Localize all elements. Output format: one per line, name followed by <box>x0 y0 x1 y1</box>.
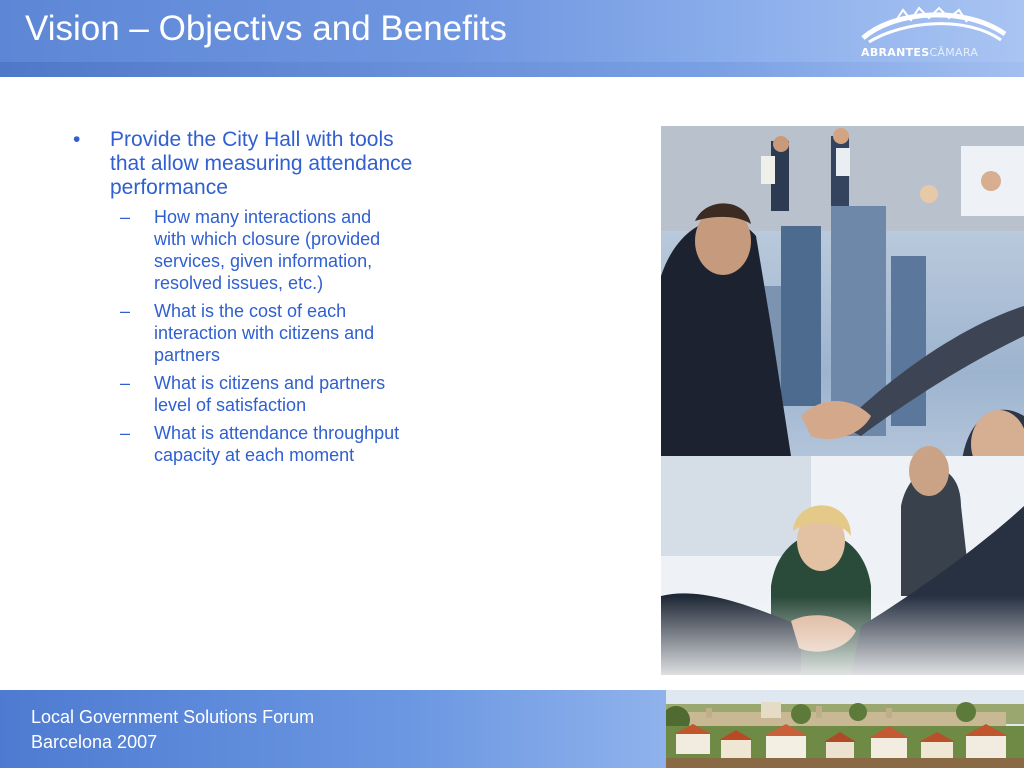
footer-event-location: Barcelona 2007 <box>31 732 158 752</box>
main-bullet-text: Provide the City Hall with tools that allow measuring attendance performance <box>110 128 413 199</box>
logo-suffix: CÂMARA <box>929 46 979 59</box>
main-bullet <box>70 128 420 200</box>
dash-marker: – <box>120 373 131 393</box>
business-collage-illustration <box>661 126 1024 675</box>
sub-bullet-text: What is citizens and partners level of satisfaction <box>154 373 386 415</box>
abrantes-logo <box>855 4 1015 62</box>
slide-title: Vision – Objectivs and Benefits <box>25 9 507 48</box>
slide-body <box>70 128 420 472</box>
dash-marker: – <box>120 207 131 227</box>
slide-header <box>0 0 1024 77</box>
sub-bullet-list <box>70 206 420 466</box>
sub-bullet-text: How many interactions and with which closure (provided services, given information, resolved issues, etc.) <box>154 207 381 293</box>
sub-bullet <box>70 300 404 366</box>
footer-caption <box>31 705 314 755</box>
sub-bullet-text: What is attendance throughput capacity at each moment <box>154 423 400 465</box>
logo-wordmark <box>861 46 978 59</box>
dash-marker: – <box>120 301 131 321</box>
logo-brand: ABRANTES <box>861 46 930 59</box>
slide-footer <box>0 690 1024 768</box>
sub-bullet <box>70 422 404 466</box>
sub-bullet <box>70 206 404 294</box>
town-landscape-illustration <box>666 690 1024 768</box>
header-band <box>0 62 1024 77</box>
footer-event-name: Local Government Solutions Forum <box>31 707 315 727</box>
bullet-marker: • <box>73 128 81 151</box>
sub-bullet-text: What is the cost of each interaction with citizens and partners <box>154 301 375 365</box>
logo-arch-icon <box>855 4 1015 48</box>
dash-marker: – <box>120 423 131 443</box>
town-photo <box>666 690 1024 768</box>
business-collage-image <box>661 126 1024 675</box>
sub-bullet <box>70 372 404 416</box>
